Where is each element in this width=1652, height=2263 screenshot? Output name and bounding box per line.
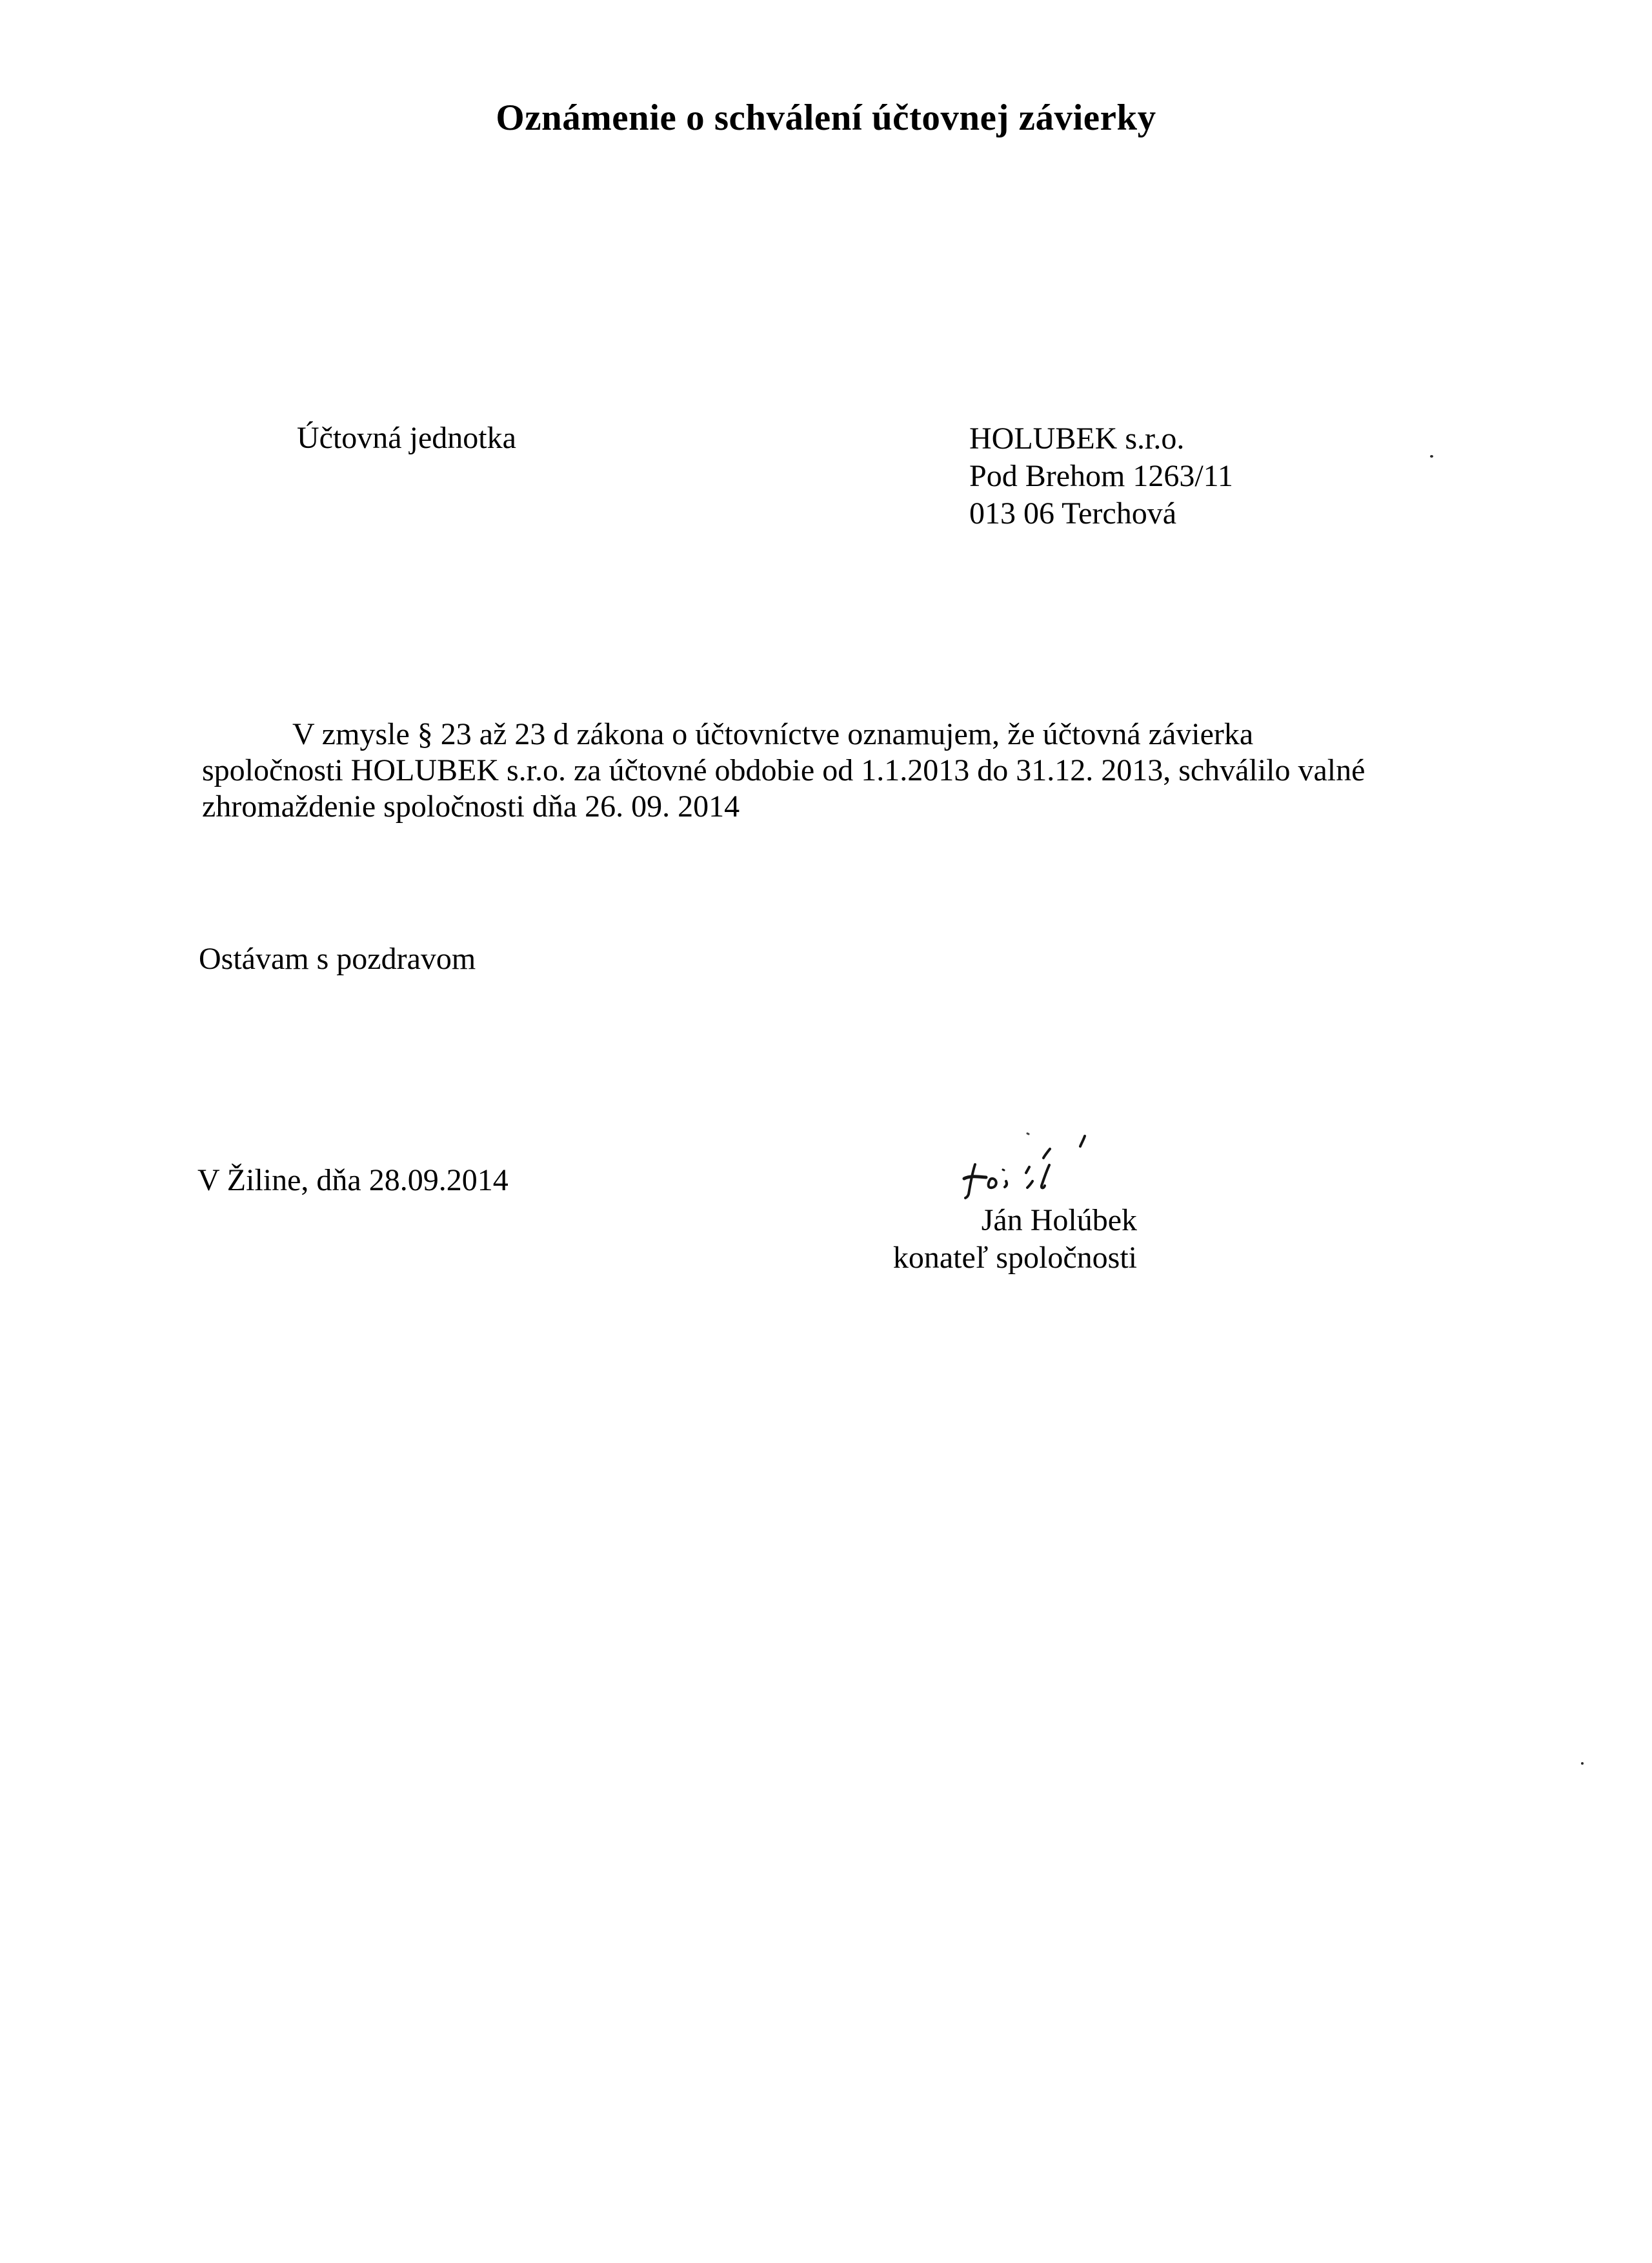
- body-line: V zmysle § 23 až 23 d zákona o účtovníctve oznamujem, že účtovná závierka: [292, 717, 1254, 751]
- handwritten-signature: [954, 1123, 1122, 1204]
- signer-name: Ján Holúbek: [981, 1203, 1137, 1237]
- recipient-city: 013 06 Terchová: [969, 496, 1176, 531]
- closing-salutation: Ostávam s pozdravom: [199, 942, 476, 976]
- recipient-company: HOLUBEK s.r.o.: [969, 421, 1185, 456]
- recipient-label: Účtovná jednotka: [297, 421, 516, 455]
- body-line: spoločnosti HOLUBEK s.r.o. za účtovné obdobie od 1.1.2013 do 31.12. 2013, schválilo valné: [202, 753, 1365, 787]
- signer-block: [813, 1202, 1137, 1277]
- body-paragraph: [202, 716, 1480, 825]
- recipient-address-block: [969, 420, 1233, 533]
- document-title: Oznámenie o schválení účtovnej závierky: [496, 97, 1156, 138]
- place-date: V Žiline, dňa 28.09.2014: [197, 1163, 509, 1197]
- scan-speck: [1430, 455, 1433, 458]
- signer-title: konateľ spoločnosti: [892, 1241, 1137, 1275]
- recipient-street: Pod Brehom 1263/11: [969, 459, 1233, 493]
- scan-speck: [1581, 1762, 1584, 1765]
- body-line: zhromaždenie spoločnosti dňa 26. 09. 2014: [202, 789, 740, 824]
